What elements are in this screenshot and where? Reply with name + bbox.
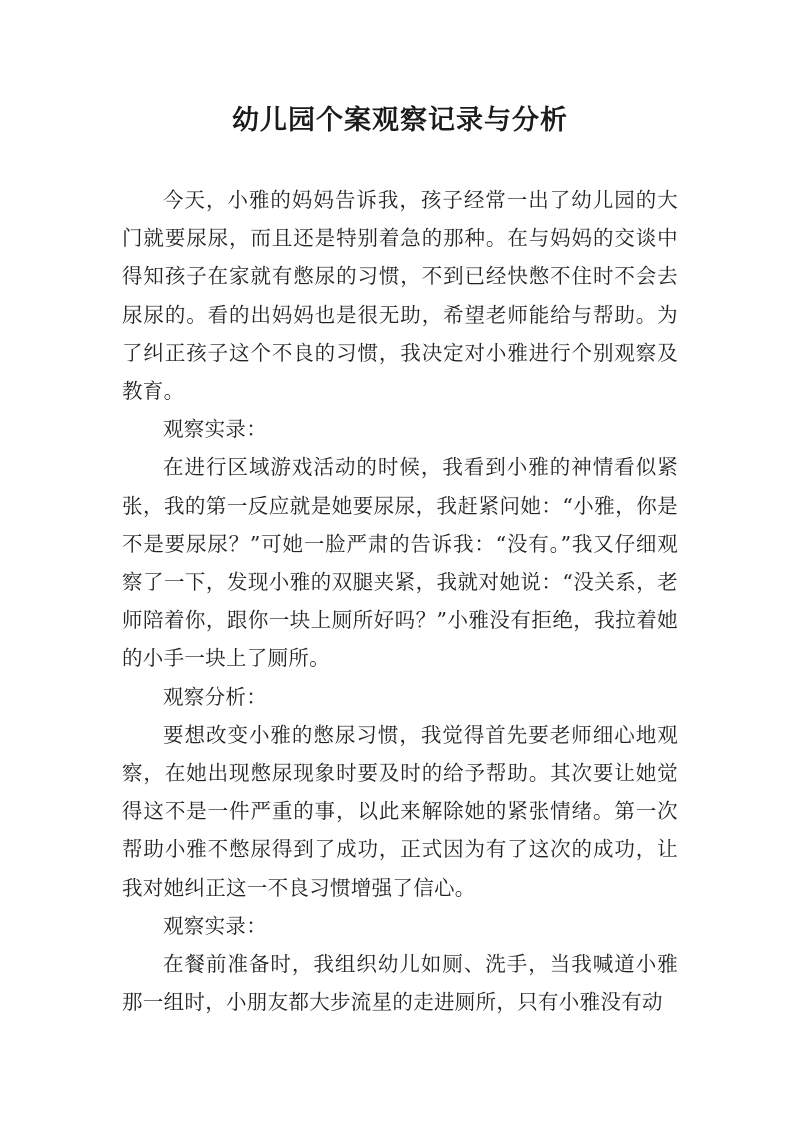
section-heading-observation-analysis: 观察分析： — [163, 684, 267, 709]
paragraph-observation-2: 在餐前准备时，我组织幼儿如厕、洗手，当我喊道小雅那一组时，小朋友都大步流星的走进厕所，只有小雅没有动 — [122, 952, 678, 1015]
paragraph-observation-1: 在进行区域游戏活动的时候，我看到小雅的神情看似紧张，我的第一反应就是她要尿尿，我赶紧问她：“小雅，你是不是要尿尿？”可她一脸严肃的告诉我：“没有。”我又仔细观察了一下，发现小雅的双腿夹紧，我就对她说：“没关系，老师陪着你，跟你一块上厕所好吗？”小雅没有拒绝，我拉着她的小手一块上了厕所。 — [122, 455, 678, 671]
document-body — [122, 181, 678, 1021]
paragraph-analysis: 要想改变小雅的憋尿习惯，我觉得首先要老师细心地观察，在她出现憋尿现象时要及时的给予帮助。其次要让她觉得这不是一件严重的事，以此来解除她的紧张情绪。第一次帮助小雅不憋尿得到了成功，正式因为有了这次的成功，让我对她纠正这一不良习惯增强了信心。 — [122, 722, 678, 900]
section-heading-observation-record: 观察实录： — [163, 417, 267, 442]
section-heading-observation-record-2: 观察实录： — [163, 913, 267, 938]
paragraph-intro: 今天，小雅的妈妈告诉我，孩子经常一出了幼儿园的大门就要尿尿，而且还是特别着急的那种。在与妈妈的交谈中得知孩子在家就有憋尿的习惯，不到已经快憋不住时不会去尿尿的。看的出妈妈也是很无助，希望老师能给与帮助。为了纠正孩子这个不良的习惯，我决定对小雅进行个别观察及教育。 — [122, 188, 678, 404]
document-title: 幼儿园个案观察记录与分析 — [232, 105, 568, 136]
